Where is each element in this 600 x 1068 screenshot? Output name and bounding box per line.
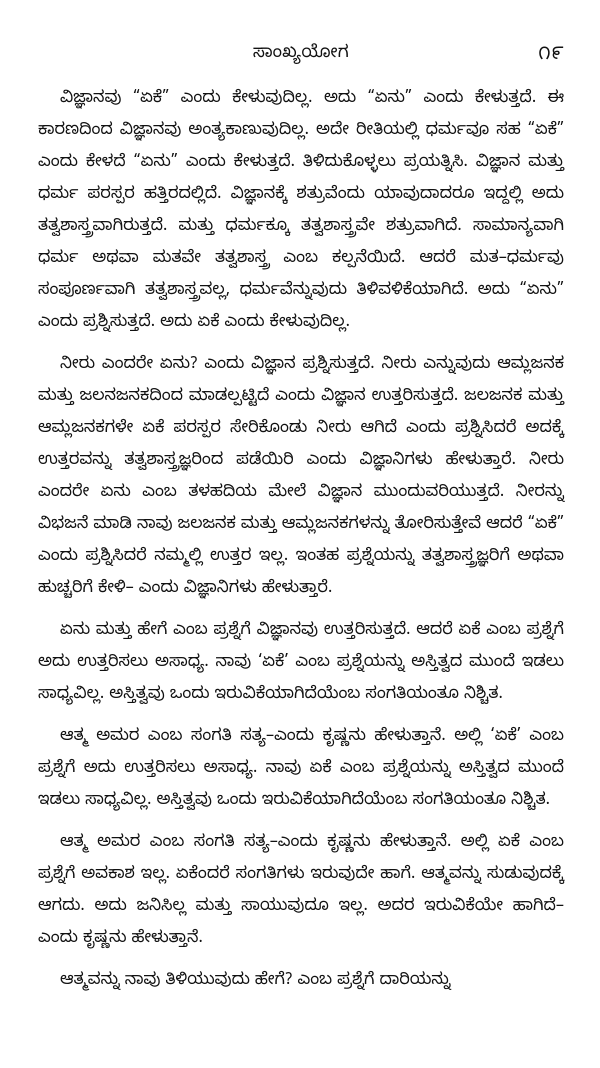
paragraph: ನೀರು ಎಂದರೇ ಏನು? ಎಂದು ವಿಜ್ಞಾನ ಪ್ರಶ್ನಿಸುತ್ತದೆ. ನೀರು ಎನ್ನುವುದು ಆಮ್ಲಜನಕ ಮತ್ತು ಜಲನಜನಕದಿಂದ ಮಾಡಲ್ಪಟ್ಟಿದೆ ಎಂದು ವಿಜ್ಞಾನ ಉತ್ತರಿಸುತ್ತದೆ. ಜಲಜನಕ ಮತ್ತು ಆಮ್ಲಜನಕಗಳೇ ಏಕೆ ಪರಸ್ಪರ ಸೇರಿಕೊಂಡು ನೀರು ಆಗಿದೆ ಎಂದು ಪ್ರಶ್ನಿಸಿದರೆ ಅದಕ್ಕೆ ಉತ್ತರವನ್ನು ತತ್ವಶಾಸ್ತ್ರಜ್ಞರಿಂದ ಪಡೆಯಿರಿ ಎಂದು ವಿಜ್ಞಾನಿಗಳು ಹೇಳುತ್ತಾರೆ. ನೀರು ಎಂದರೇ ಏನು ಎಂಬ ತಳಹದಿಯ ಮೇಲೆ ವಿಜ್ಞಾನ ಮುಂದುವರಿಯುತ್ತದೆ. ನೀರನ್ನು ವಿಭಜನೆ ಮಾಡಿ ನಾವು ಜಲಜನಕ ಮತ್ತು ಆಮ್ಲಜನಕಗಳನ್ನು ತೋರಿಸುತ್ತೇವೆ ಆದರೆ “ಏಕೆ” ಎಂದು ಪ್ರಶ್ನಿಸಿದರೆ ನಮ್ಮಲ್ಲಿ ಉತ್ತರ ಇಲ್ಲ. ಇಂತಹ ಪ್ರಶ್ನೆಯನ್ನು ತತ್ವಶಾಸ್ತ್ರಜ್ಞರಿಗೆ ಅಥವಾ ಹುಚ್ಚರಿಗೆ ಕೇಳಿ– ಎಂದು ವಿಜ್ಞಾನಿಗಳು ಹೇಳುತ್ತಾರೆ. [38,355,564,601]
running-head [38,44,564,70]
paragraph: ಆತ್ಮ ಅಮರ ಎಂಬ ಸಂಗತಿ ಸತ್ಯ–ಎಂದು ಕೃಷ್ಣನು ಹೇಳುತ್ತಾನೆ. ಅಲ್ಲಿ ಏಕೆ ಎಂಬ ಪ್ರಶ್ನೆಗೆ ಅವಕಾಶ ಇಲ್ಲ. ಏಕೆಂದರೆ ಸಂಗತಿಗಳು ಇರುವುದೇ ಹಾಗೆ. ಆತ್ಮವನ್ನು ಸುಡುವುದಕ್ಕೆ ಆಗದು. ಅದು ಜನಿಸಿಲ್ಲ ಮತ್ತು ಸಾಯುವುದೂ ಇಲ್ಲ. ಅದರ ಇರುವಿಕೆಯೇ ಹಾಗಿದೆ–ಎಂದು ಕೃಷ್ಣನು ಹೇಳುತ್ತಾನೆ. [38,833,564,951]
body-text-block [38,84,564,998]
paragraph: ವಿಜ್ಞಾನವು “ಏಕೆ” ಎಂದು ಕೇಳುವುದಿಲ್ಲ. ಅದು “ಏನು” ಎಂದು ಕೇಳುತ್ತದೆ. ಈ ಕಾರಣದಿಂದ ವಿಜ್ಞಾನವು ಅಂತ್ಯಕಾಣುವುದಿಲ್ಲ. ಅದೇ ರೀತಿಯಲ್ಲಿ ಧರ್ಮವೂ ಸಹ “ಏಕೆ” ಎಂದು ಕೇಳದೆ “ಏನು” ಎಂದು ಕೇಳುತ್ತದೆ. ತಿಳಿದುಕೊಳ್ಳಲು ಪ್ರಯತ್ನಿಸಿ. ವಿಜ್ಞಾನ ಮತ್ತು ಧರ್ಮ ಪರಸ್ಪರ ಹತ್ತಿರದಲ್ಲಿದೆ. ವಿಜ್ಞಾನಕ್ಕೆ ಶತ್ರುವೆಂದು ಯಾವುದಾದರೂ ಇದ್ದಲ್ಲಿ ಅದು ತತ್ವಶಾಸ್ತ್ರವಾಗಿರುತ್ತದೆ. ಮತ್ತು ಧರ್ಮಕ್ಕೂ ತತ್ವಶಾಸ್ತ್ರವೇ ಶತ್ರುವಾಗಿದೆ. ಸಾಮಾನ್ಯವಾಗಿ ಧರ್ಮ ಅಥವಾ ಮತವೇ ತತ್ವಶಾಸ್ತ್ರ ಎಂಬ ಕಲ್ಪನೆಯಿದೆ. ಆದರೆ ಮತ–ಧರ್ಮವು ಸಂಪೂರ್ಣವಾಗಿ ತತ್ವಶಾಸ್ತ್ರವಲ್ಲ, ಧರ್ಮವೆನ್ನುವುದು ತಿಳಿವಳಿಕೆಯಾಗಿದೆ. ಅದು “ಏನು” ಎಂದು ಪ್ರಶ್ನಿಸುತ್ತದೆ. ಅದು ಏಕೆ ಎಂದು ಕೇಳುವುದಿಲ್ಲ. [38,89,564,335]
paragraph: ಆತ್ಮ ಅಮರ ಎಂಬ ಸಂಗತಿ ಸತ್ಯ–ಎಂದು ಕೃಷ್ಣನು ಹೇಳುತ್ತಾನೆ. ಅಲ್ಲಿ ‘ಏಕೆ’ ಎಂಬ ಪ್ರಶ್ನೆಗೆ ಅದು ಉತ್ತರಿಸಲು ಅಸಾಧ್ಯ. ನಾವು ಏಕೆ ಎಂಬ ಪ್ರಶ್ನೆಯನ್ನು ಅಸ್ತಿತ್ವದ ಮುಂದೆ ಇಡಲು ಸಾಧ್ಯವಿಲ್ಲ. ಅಸ್ತಿತ್ವವು ಒಂದು ಇರುವಿಕೆಯಾಗಿದೆಯೆಂಬ ಸಂಗತಿಯಂತೂ ನಿಶ್ಚಿತ. [38,727,564,813]
chapter-title: ಸಾಂಖ್ಯಯೋಗ [252,44,350,67]
paragraph: ಏನು ಮತ್ತು ಹೇಗೆ ಎಂಬ ಪ್ರಶ್ನೆಗೆ ವಿಜ್ಞಾನವು ಉತ್ತರಿಸುತ್ತದೆ. ಆದರೆ ಏಕೆ ಎಂಬ ಪ್ರಶ್ನೆಗೆ ಅದು ಉತ್ತರಿಸಲು ಅಸಾಧ್ಯ. ನಾವು ‘ಏಕೆ’ ಎಂಬ ಪ್ರಶ್ನೆಯನ್ನು ಅಸ್ತಿತ್ವದ ಮುಂದೆ ಇಡಲು ಸಾಧ್ಯವಿಲ್ಲ. ಅಸ್ತಿತ್ವವು ಒಂದು ಇರುವಿಕೆಯಾಗಿದೆಯೆಂಬ ಸಂಗತಿಯಂತೂ ನಿಶ್ಚಿತ. [38,621,564,707]
page-number: ೧೯ [538,44,564,69]
paragraph: ಆತ್ಮವನ್ನು ನಾವು ತಿಳಿಯುವುದು ಹೇಗೆ? ಎಂಬ ಪ್ರಶ್ನೆಗೆ ದಾರಿಯನ್ನು [60,971,451,993]
